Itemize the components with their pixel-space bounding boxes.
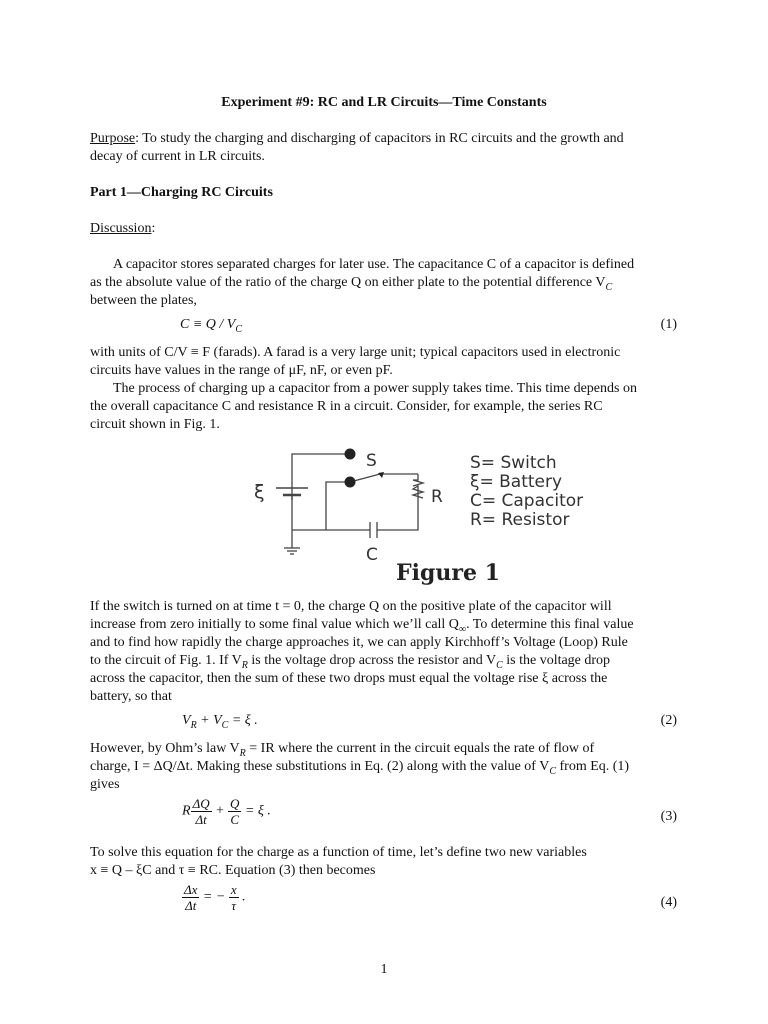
resistor-upper [413,480,423,486]
purpose-line-1: Purpose: To study the charging and discharging of capacitors in RC circuits and the growth and [90,131,624,146]
switch-contact-bottom [345,477,356,488]
label-switch: S [366,451,377,471]
label-capacitor: C [366,545,378,565]
para2-line-4: the overall capacitance C and resistance R in a circuit. Consider, for example, the series RC [90,399,603,414]
part1-heading: Part 1—Charging RC Circuits [90,185,273,200]
para3-line-3: and to find how rapidly the charge approaches it, we can apply Kirchhoff’s Voltage (Loop) Rule [90,635,628,650]
legend-item: R= Resistor [470,510,570,530]
para5-line-2: x ≡ Q – ξC and τ ≡ RC. Equation (3) then becomes [90,863,376,878]
para4-line-3: gives [90,777,120,792]
switch-arrow [378,472,384,478]
wire-top [292,454,350,500]
equation-1: $C \equiv Q / V_C$ [180,317,243,335]
equation-3: R $\frac{\Delta Q}{\Delta t}$ + $\frac{Q}{C}$ = ξ . [182,796,271,827]
para1-line-2: as the absolute value of the ratio of the charge Q on either plate to the potential difference $V_C$ [90,275,613,293]
equation-1-number: (1) [660,317,677,332]
legend-item: ξ= Battery [470,472,563,492]
circuit-figure [250,440,600,588]
legend-item: S= Switch [470,453,557,473]
equation-2: $V_R + V_C = \xi$ . [182,713,258,731]
para3-line-1: If the switch is turned on at time t = 0, the charge Q on the positive plate of the capacitor will [90,599,612,614]
label-resistor: R [431,487,443,507]
para3-line-6: battery, so that [90,689,172,704]
para4-line-1: However, by Ohm’s law $V_R$ = IR where the current in the circuit equals the rate of flow of [90,741,595,759]
para3-line-5: across the capacitor, then the sum of these two drops must equal the voltage rise ξ across the [90,671,608,686]
page-number: 1 [380,962,388,977]
para3-line-4: to the circuit of Fig. 1. If $V_R$ is the voltage drop across the resistor and $V_C$ is the voltage drop [90,653,611,671]
equation-2-number: (2) [660,713,677,728]
para2-line-5: circuit shown in Fig. 1. [90,417,220,432]
equation-4: $\frac{\Delta x}{\Delta t}$ = − $\frac{x}{\tau}$ . [184,882,246,913]
para3-line-2: increase from zero initially to some final value which we’ll call $Q_\infty$. To determine this final value [90,617,634,635]
para2-line-3: The process of charging up a capacitor from a power supply takes time. This time depends on [113,381,637,396]
discussion-heading: Discussion: [90,221,156,236]
para2-line-1: with units of C/V ≡ F (farads). A farad is a very large unit; typical capacitors used in electronic [90,345,621,360]
equation-3-number: (3) [660,809,677,824]
para1-line-1: A capacitor stores separated charges for later use. The capacitance C of a capacitor is defined [113,257,635,272]
para2-line-2: circuits have values in the range of μF, nF, or even pF. [90,363,393,378]
document-title: Experiment #9: RC and LR Circuits—Time Constants [221,95,547,110]
equation-4-number: (4) [660,895,677,910]
resistor [413,486,423,498]
purpose-line-2: decay of current in LR circuits. [90,149,265,164]
wire-inner [326,482,350,530]
label-battery: ξ [254,481,265,503]
para5-line-1: To solve this equation for the charge as a function of time, let’s define two new variables [90,845,587,860]
purpose-label: Purpose [90,131,136,146]
switch-contact-top [345,449,356,460]
switch-arm [350,474,418,482]
wire-bottom-right [377,498,418,530]
para1-line-3: between the plates, [90,293,197,308]
legend-item: C= Capacitor [470,491,584,511]
wire-resistor-top [413,474,418,480]
para4-line-2: charge, I = ΔQ/Δt. Making these substitutions in Eq. (2) along with the value of $V_C$ from Eq. (1) [90,759,630,777]
figure-caption: Figure 1 [396,560,500,586]
